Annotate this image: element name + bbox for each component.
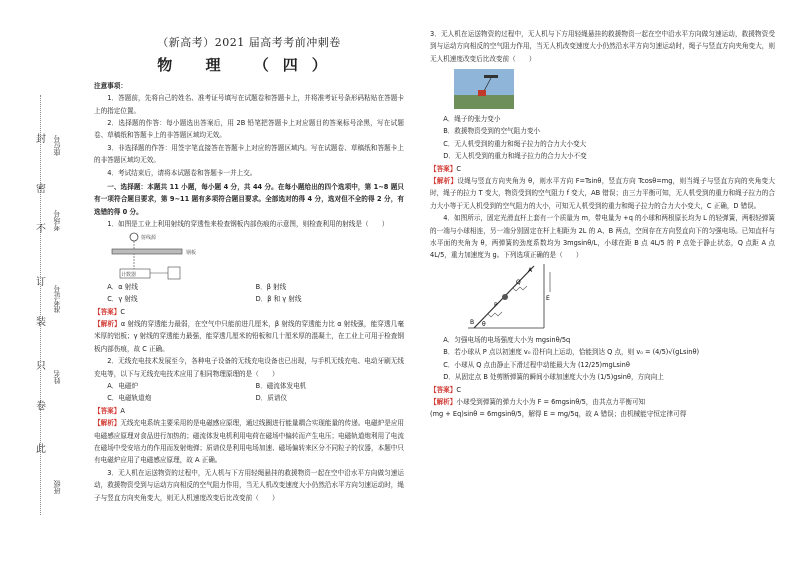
q4-answer: 【答案】C [430,385,461,394]
q2-stem: 2．无线充电技术发展至今，各种电子设备的无线充电设备也已出现，与手机无线充电、电动牙刷无线充电等，以下与无线充电技术应用了相同物理原理的是（ ） [94,357,404,378]
option-b: B．救援物资受到的空气阻力变小 [443,127,541,136]
fig-label-counter: 计数器 [121,271,137,278]
right-column [430,28,775,421]
drone-photo [454,69,514,109]
fig-label-q: Q [516,278,521,286]
option-a: A．绳子的张力变小 [443,115,501,123]
binding-char: 此 [36,444,46,455]
option-b: B．磁流体发电机 [255,381,307,390]
q4-analysis: 【解析】小球受到弹簧的弹力大小为 F = 6mgsinθ/5，由共点力平衡可知 [430,397,646,406]
class-label: 班级 [53,480,61,494]
admission-number-label: 准考证号 [53,285,61,313]
option-c: C．γ 射线 [107,295,138,304]
fig-label-p: P [494,301,498,309]
note-item: 2．选择题的作答：每小题选出答案后，用 2B 铅笔把答题卡上对应题目的答案标号涂黑，写在试题卷、草稿纸和答题卡上的非答题区域均无效。 [94,119,404,140]
notes-heading: 注意事项： [94,81,127,90]
exam-room-label: 考场号 [53,210,61,231]
fig-label-a: A [528,266,533,274]
binding-char: 封 [36,134,46,145]
option-d: D．无人机受到的重力和绳子拉力的合力大小不变 [443,152,587,161]
q1-figure [106,231,404,281]
fig-label-source: 射线源 [141,234,157,241]
binding-char: 密 [36,184,46,195]
q1-options [107,281,404,306]
subject-title: 物 理 （四） [157,56,341,75]
q4-stem: 4．如图所示，固定光滑直杆上套有一个质量为 m，带电量为 +q 的小球和两根原长均为 L 的轻弹簧，两根轻弹簧的一端与小球相连，另一端分别固定在杆上相距为 2L 的 A、B 两点，空间存在方向竖直向下的匀强电场。已知直杆与水平面的夹角为 θ，两弹簧的劲度系数均为 3mgsinθ/L，小球在距 B 点 4L/5 的 P 点处于静止状态，Q 点距 A 点 4L/5，重力加速度为 g。下列选项正确的是（ ） [430,214,775,260]
q3-stem: 3．无人机在运送物资的过程中，无人机与下方用轻绳悬挂的救援物资一起在空中沿水平方向做匀速运动，救援物资受到与运动方向相反的空气阻力作用，当无人机改变速度大小仍然沿水平方向匀速运动时，绳子与竖直方向夹角变大，则无人机速度改变后比改变前（ ） [430,30,775,63]
option-c: C．无人机受到的重力和绳子拉力的合力大小变大 [443,139,587,148]
option-d: D．从固定点 B 处剪断弹簧的瞬间小球加速度大小为 (1/5)gsinθ，方向向上 [443,373,664,382]
binding-strip [30,95,68,515]
q1-answer: 【答案】C [94,307,125,316]
fig-label-e: E [546,294,550,302]
q2-answer: 【答案】A [94,406,125,415]
q2-analysis: 【解析】无线充电系统主要采用的是电磁感应原理，通过线圈进行能量耦合实现能量的传递。电磁炉是应用电磁感应原理对食品进行加热的；磁流体发电机利用电荷在磁场中偏转而产生电压；电磁轨道炮利用了电流在磁场中受安培力的作用而发射炮弹；质谱仪是利用电场加速、磁场偏转来区分不同粒子的仪器，本题中只有电磁炉应用了电磁感应原理，故 A 正确。 [94,419,405,465]
left-column [94,0,405,502]
binding-char: 只 [36,361,46,372]
exam-title: （新高考）2021 届高考考前冲刺卷 [157,36,341,49]
option-a: A．匀强电场的电场强度大小为 mgsinθ/5q [443,335,571,344]
option-d: D．β 和 γ 射线 [255,295,302,304]
q4-analysis-cont: (mg + Eq)sinθ = 6mgsinθ/5，解得 E = mg/5q，故 A 错误；由机械能守恒定律可得 [430,410,687,419]
q4-figure [464,262,775,334]
seat-number-label: 座位号 [53,135,61,156]
option-a: A．电磁炉 [107,381,139,390]
q2-options [107,380,404,405]
option-b: B．若小球从 P 点以初速度 v₀ 沿杆向上运动，恰能到达 Q 点，则 v₀ = (4/5)√(gLsinθ) [443,348,700,357]
q3-stem-start: 3．无人机在运送物资的过程中，无人机与下方用轻绳悬挂的救援物资一起在空中沿水平方向做匀速运动，救援物资受到与运动方向相反的空气阻力作用，当无人机改变速度大小仍然沿水平方向匀速运动时，绳子与竖直方向夹角变大，则无人机速度改变后比改变前（ ） [94,468,404,502]
q1-stem: 1．如图是工业上利用射线的穿透性来检查钢板内部伤痕的示意图，则检查利用的射线是（ ） [107,220,389,229]
binding-char: 卷 [36,401,46,412]
binding-char: 订 [36,277,46,288]
note-item: 4．考试结束后，请将本试题卷和答题卡一并上交。 [107,168,257,177]
option-c: C．电磁轨道炮 [107,394,152,403]
note-item: 1．答题前，先将自己的姓名、准考证号填写在试题卷和答题卡上，并将准考证号条形码粘贴在答题卡上的指定位置。 [94,94,404,115]
binding-char: 装 [36,317,46,328]
q3-analysis: 【解析】设绳与竖直方向夹角为 θ，则水平方向 F=Tsinθ，竖直方向 Tcosθ=mg，则当绳子与竖直方向的夹角变大时，绳子的拉力 T 变大，物资受到的空气阻力 f 变大，AB 错误；由三力平衡可知，无人机受到的重力和绳子拉力的合力大小等于无人机受到的空气阻力的大小，可知无人机受到的重力和绳子拉力的合力大小变大，C 正确，D 错误。 [430,177,775,210]
option-d: D．质谱仪 [255,394,288,403]
incline-rod-diagram [464,262,554,334]
option-a: A．α 射线 [107,282,138,291]
note-item: 3．非选择题的作答：用签字笔直接答在答题卡上对应的答题区域内。写在试题卷、草稿纸和答题卡上的非答题区域均无效。 [94,143,404,165]
name-label: 姓名 [53,370,61,384]
q3-answer: 【答案】C [430,164,461,173]
option-b: B．β 射线 [255,282,287,291]
binding-char: 不 [36,224,46,235]
fig-label-theta: θ [482,320,486,328]
q3-figure [454,69,775,111]
section-heading: 一、选择题：本题共 11 小题，每小题 4 分，共 44 分。在每小题给出的四个选项中，第 1~8 题只有一项符合题目要求，第 9~11 题有多项符合题目要求。全部选对的得 4 分，选对但不全的得 2 分，有选错的得 0 分。 [94,183,404,216]
fig-label-plate: 钢板 [186,249,197,256]
q1-analysis: 【解析】α 射线的穿透能力最弱，在空气中只能前进几厘米，β 射线的穿透能力比 α 射线强，能穿透几毫米厚的铝板；γ 射线的穿透能力最强，能穿透几厘米的铅板和几十厘米厚的混凝土，在工业上可用于检查钢板内部伤痕，故 C 正确。 [94,319,404,353]
steel-plate-diagram [106,231,226,281]
option-c: C．小球从 Q 点由静止下滑过程中动能最大为 (12/25)mgLsinθ [443,360,630,369]
fig-label-b: B [470,318,475,326]
